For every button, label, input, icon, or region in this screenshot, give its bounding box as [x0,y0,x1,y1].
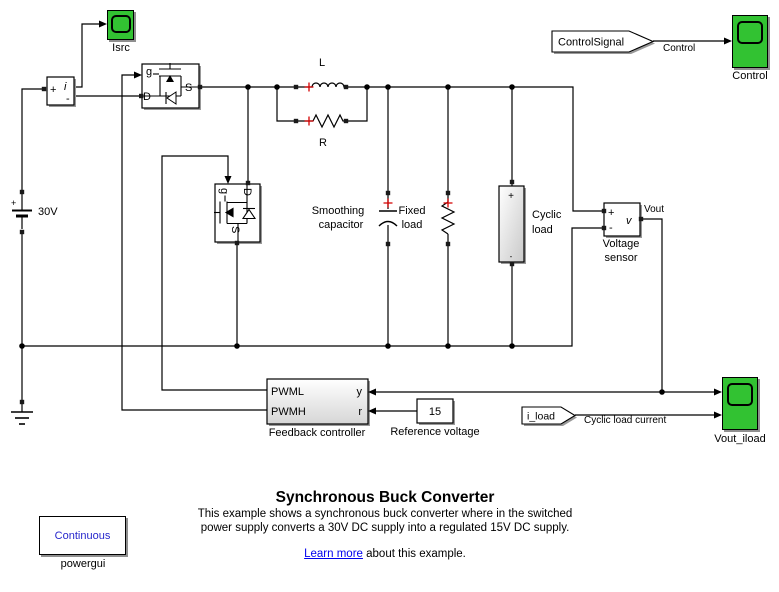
annotation-description-line2: power supply converts a 30V DC supply into a regulated 15V DC supply. [200,522,570,534]
vout-signal-label: Vout [644,204,665,215]
control-signal-text: ControlSignal [558,36,625,49]
arrow-into-isrc-scope [99,21,107,28]
annotation-learn-more-line [115,548,655,560]
mosfet-low-d: D [241,188,253,196]
resistor-icon [296,115,346,127]
cyclic-load-label-1: Cyclic [532,209,562,221]
powergui-mode: Continuous [54,529,111,542]
reference-value: 15 [428,406,442,418]
scope-screen-icon [111,15,131,33]
mosfet-low-block[interactable] [214,184,262,244]
port-pwml: PWML [271,386,304,398]
current-sensor-block[interactable] [47,77,76,107]
voltage-sensor-block[interactable] [604,203,642,238]
voltage-sensor-label-2: sensor [604,252,638,264]
port-y: y [356,386,362,398]
port-squares [20,85,643,404]
dc-source-block[interactable] [11,194,32,229]
inductor-label: L [318,57,326,69]
mosfet-high-s: S [185,82,193,94]
isrc-scope-label: Isrc [112,42,130,54]
wire-output-rail [367,87,604,211]
voltage-sensor-v: v [626,215,632,227]
junction-dots [19,84,665,395]
wire-vout [640,219,662,392]
vout-iload-scope-label: Vout_iload [714,433,766,445]
annotation-area [115,489,655,560]
powergui-block[interactable] [39,516,126,555]
mosfet-high-block[interactable] [142,63,201,110]
mosfet-low-s: S [229,226,241,234]
isrc-scope-block[interactable] [107,10,134,40]
wire-source-to-sensor [22,89,44,190]
fixed-load-label-2: load [401,219,423,231]
scope-screen-icon [737,21,763,44]
control-signal-label: Control [663,43,696,54]
voltage-sensor-label-1: Voltage [602,238,640,250]
wire-i-to-scope [74,24,101,87]
fixed-load-label-1: Fixed [398,205,426,217]
scope-screen-icon [727,383,753,406]
dc-source-label: 30V [38,206,58,218]
smoothing-capacitor-label-1: Smoothing [311,205,365,217]
annotation-description-line1: This example shows a synchronous buck converter where in the switched [197,508,573,520]
arrow-into-vout-scope-1 [714,389,722,396]
inductor-icon [296,83,346,87]
mosfet-low-g: g [218,188,230,195]
current-sensor-minus: - [66,93,70,105]
voltage-sensor-plus: + [608,207,615,219]
reference-voltage-block[interactable] [417,399,455,425]
voltage-sensor-minus: - [609,222,613,234]
learn-more-link[interactable]: Learn more [304,548,363,560]
cyclic-load-minus: - [509,252,513,261]
series-resistor-label: R [319,137,327,149]
annotation-title: Synchronous Buck Converter [275,489,495,506]
vout-iload-scope-block[interactable] [722,377,758,430]
current-sensor-plus: + [50,84,57,96]
arrow-into-control-scope [724,38,732,45]
mosfet-high-d: D [143,91,151,103]
mosfet-high-g: g [146,66,153,78]
feedback-controller-label: Feedback controller [268,427,366,439]
cyclic-load-plus: + [508,191,514,202]
feedback-controller-block[interactable] [267,379,370,426]
series-resistor-block[interactable] [296,115,346,127]
inductor-block[interactable] [296,83,346,87]
control-scope-label: Control [732,70,768,82]
smoothing-capacitor-block[interactable] [379,211,397,226]
arrow-into-mosfet-high-gate [134,72,142,79]
current-sensor-i: i [64,81,67,93]
ground-block[interactable] [11,403,33,424]
learn-more-rest: about this example. [362,548,466,560]
cyclic-load-current-label: Cyclic load current [584,415,667,426]
smoothing-capacitor-label-2: capacitor [318,219,364,231]
control-scope-block[interactable] [732,15,768,68]
reference-voltage-label: Reference voltage [390,426,480,438]
arrow-into-vout-scope-2 [714,412,722,419]
wire-r-branch-left [277,87,296,121]
cyclic-load-block[interactable] [499,186,526,264]
cyclic-load-label-2: load [532,224,553,236]
port-pwmh: PWMH [271,406,306,418]
control-signal-tag[interactable] [552,31,655,54]
powergui-label: powergui [60,558,106,570]
battery-plus-sign: + [11,198,17,208]
i-load-text: i_load [527,410,556,423]
port-r: r [358,406,362,418]
arrow-into-mosfet-low-gate [225,176,232,184]
i-load-tag[interactable] [522,407,577,426]
wire-r-branch-right [346,87,367,121]
